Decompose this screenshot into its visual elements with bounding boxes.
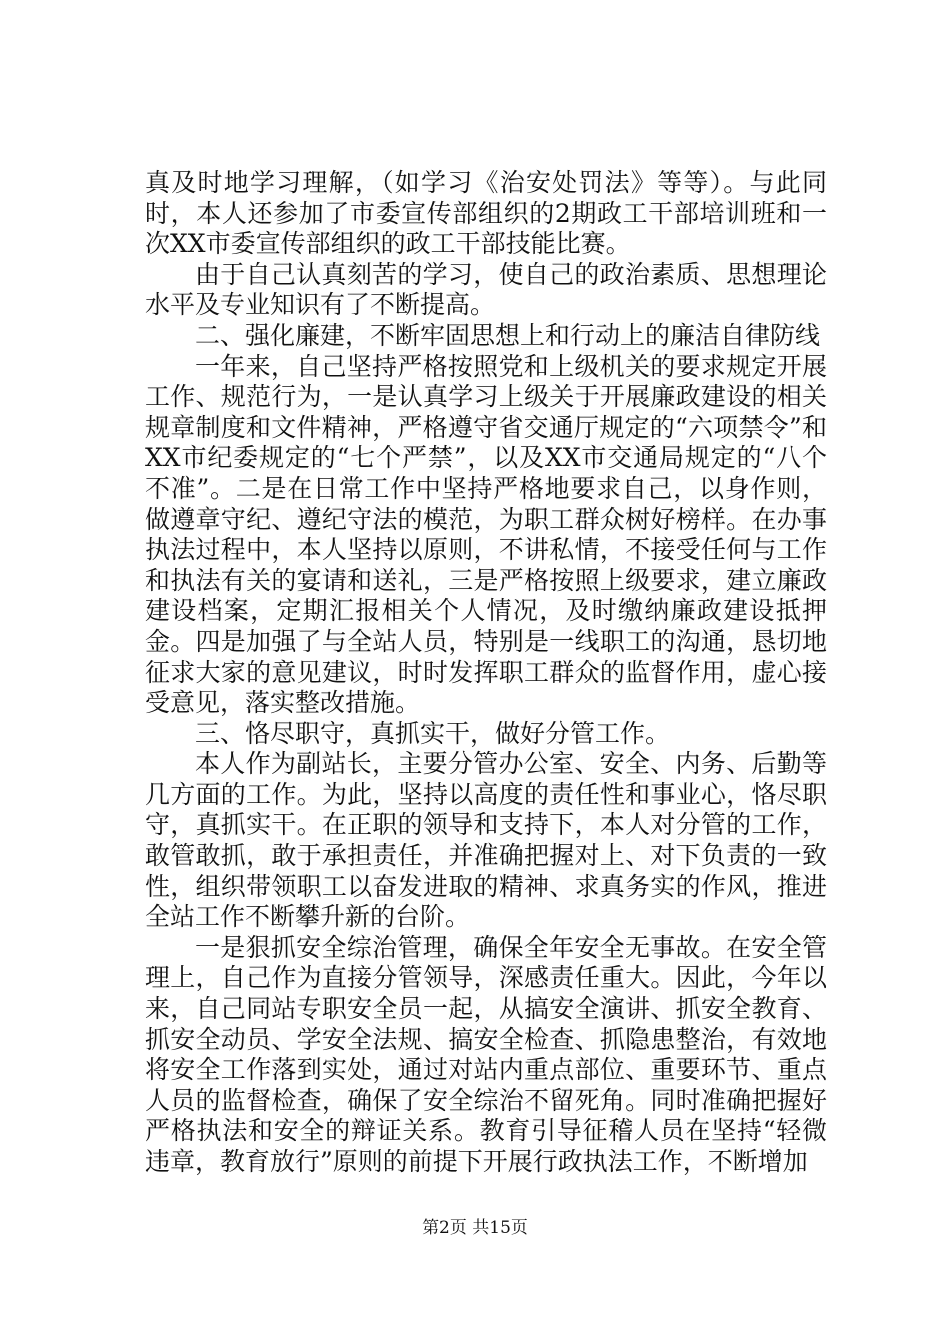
paragraph: 由于自己认真刻苦的学习，使自己的政治素质、思想理论水平及专业知识有了不断提高。 [145, 259, 827, 320]
paragraph: 真及时地学习理解，（如学习《治安处罚法》等等）。与此同时，本人还参加了市委宣传部组织的2期政工干部培训班和一次XX市委宣传部组织的政工干部技能比赛。 [145, 168, 827, 259]
paragraph: 本人作为副站长，主要分管办公室、安全、内务、后勤等几方面的工作。为此，坚持以高度的责任性和事业心，恪尽职守，真抓实干。在正职的领导和支持下，本人对分管的工作，敢管敢抓，敢于承担责任，并准确把握对上、对下负责的一致性，组织带领职工以奋发进取的精神、求真务实的作风，推进全站工作不断攀升新的台阶。 [145, 749, 827, 932]
paragraph: 一年来，自己坚持严格按照党和上级机关的要求规定开展工作、规范行为，一是认真学习上级关于开展廉政建设的相关规章制度和文件精神，严格遵守省交通厅规定的“六项禁令”和XX市纪委规定的“七个严禁”，以及XX市交通局规定的“八个不准”。二是在日常工作中坚持严格地要求自己，以身作则，做遵章守纪、遵纪守法的模范，为职工群众树好榜样。在办事执法过程中，本人坚持以原则，不讲私情，不接受任何与工作和执法有关的宴请和送礼，三是严格按照上级要求，建立廉政建设档案，定期汇报相关个人情况，及时缴纳廉政建设抵押金。四是加强了与全站人员，特别是一线职工的沟通，恳切地征求大家的意见建议，时时发挥职工群众的监督作用，虚心接受意见，落实整改措施。 [145, 351, 827, 718]
section-heading: 二、强化廉建，不断牢固思想上和行动上的廉洁自律防线 [195, 320, 821, 350]
document-body [145, 168, 827, 1178]
section-heading: 三、恪尽职守，真抓实干，做好分管工作。 [195, 718, 671, 748]
page-number-footer: 第2页 共15页 [422, 1218, 528, 1238]
paragraph: 一是狠抓安全综治管理，确保全年安全无事故。在安全管理上，自己作为直接分管领导，深感责任重大。因此，今年以来，自己同站专职安全员一起，从搞安全演讲、抓安全教育、抓安全动员、学安全法规、搞安全检查、抓隐患整治，有效地将安全工作落到实处，通过对站内重点部位、重要环节、重点人员的监督检查，确保了安全综治不留死角。同时准确把握好严格执法和安全的辩证关系。教育引导征稽人员在坚持“轻微违章，教育放行”原则的前提下开展行政执法工作，不断增加 [145, 932, 827, 1176]
